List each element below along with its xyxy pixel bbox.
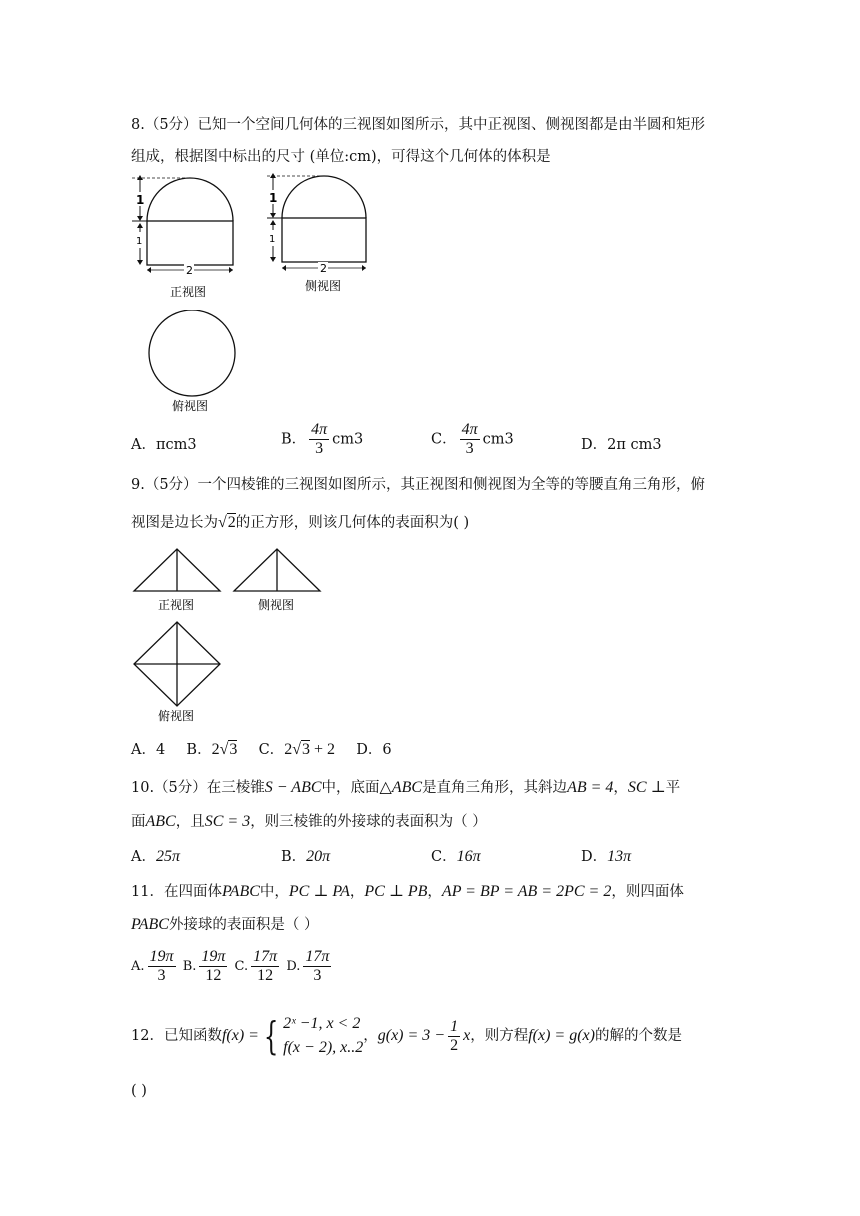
q8-front-dim-rect: 1: [136, 236, 143, 247]
q11-choice-c[interactable]: C. $\frac{17\pi}{12}$: [234, 948, 278, 984]
q8-choice-c[interactable]: [431, 421, 514, 458]
q11-line2: PABC外接球的表面积是（ ）: [131, 916, 319, 933]
q10-choice-d[interactable]: D．13π: [581, 848, 632, 865]
q9-choice-a[interactable]: A．4: [131, 742, 166, 758]
q9-choice-d[interactable]: D．6: [356, 742, 392, 758]
q10-choice-c[interactable]: C．16π: [431, 848, 481, 865]
q9-front-view-figure: [128, 545, 228, 615]
q8-line2: 组成，根据图中标出的尺寸 (单位:cm)，可得这个几何体的体积是: [131, 149, 551, 165]
q8-front-view-figure: [128, 172, 240, 300]
q8-side-view-figure: [263, 170, 375, 296]
q8-choice-d[interactable]: D．2π cm3: [581, 437, 662, 453]
q8-choice-a[interactable]: A．πcm3: [131, 437, 197, 453]
q10-line1: 10.（5分）在三棱锥S − ABC中，底面△ABC是直角三角形，其斜边AB = 4，SC ⊥平: [131, 779, 681, 796]
q11-choices: [131, 948, 334, 985]
q9-side-label: 侧视图: [258, 598, 295, 612]
q8-line1: 8.（5分）已知一个空间几何体的三视图如图所示，其中正视图、侧视图都是由半圆和矩形: [131, 117, 706, 133]
q8-choice-c-label: C．: [431, 431, 457, 448]
q8-side-label: 侧视图: [305, 279, 342, 293]
q9-top-label: 俯视图: [158, 709, 195, 723]
q8-side-dim-top: 1: [269, 191, 278, 205]
q8-side-dim-width: 2: [320, 262, 327, 275]
q11-choice-d[interactable]: D. $\frac{17\pi}{3}$: [286, 948, 330, 984]
q8-front-dim-width: 2: [186, 264, 193, 277]
q11-choice-a[interactable]: A. $\frac{19\pi}{3}$: [131, 948, 174, 984]
q12-line2: ( ): [131, 1083, 147, 1099]
q8-front-label: 正视图: [170, 285, 207, 299]
q9-choices: [131, 738, 392, 759]
q9-choice-b[interactable]: B．2√3: [186, 741, 238, 758]
q8-top-label: 俯视图: [172, 399, 209, 413]
q12-line1: 12．已知函数f(x) = { 2ˣ −1, x < 2 f(x − 2), x..2 ，g(x) = 3 − $\frac{1}{2}$ x，则方程f(x) = g(x)的解的个数是: [131, 1014, 682, 1058]
q9-front-label: 正视图: [158, 598, 195, 612]
q8-top-view-figure: [140, 310, 250, 414]
q10-choice-a[interactable]: A．25π: [131, 848, 180, 865]
q9-sqrt-value: 2: [227, 514, 236, 531]
q9-choice-c[interactable]: C．2√3 + 2: [258, 741, 335, 758]
q10-choice-b[interactable]: B．20π: [281, 848, 331, 865]
q12-brace: {: [263, 1014, 279, 1058]
q8-front-dim-top: 1: [136, 193, 145, 207]
q10-line2: 面ABC，且SC = 3，则三棱锥的外接球的表面积为（ ）: [131, 813, 487, 830]
q9-side-view-figure: [228, 545, 328, 615]
q12-piecewise: 2ˣ −1, x < 2 f(x − 2), x..2: [283, 1015, 364, 1056]
q8-choice-b[interactable]: [281, 421, 363, 458]
q11-line1: 11．在四面体PABC中，PC ⊥ PA，PC ⊥ PB，AP = BP = AB = 2PC = 2，则四面体: [131, 883, 684, 900]
q8-side-dim-rect: 1: [269, 234, 276, 245]
q9-line1: 9.（5分）一个四棱锥的三视图如图所示，其正视图和侧视图为全等的等腰直角三角形，俯: [131, 477, 706, 493]
q8-choice-b-fraction: $\frac{4\pi}{3}$: [311, 421, 328, 457]
q11-choice-b[interactable]: B. $\frac{19\pi}{12}$: [182, 948, 226, 984]
q8-choice-b-unit: cm3: [332, 431, 364, 448]
q8-choice-c-unit: cm3: [482, 431, 514, 448]
q9-top-view-figure: [128, 618, 228, 724]
q8-choice-b-label: B．: [281, 431, 307, 448]
q8-choice-c-fraction: $\frac{4\pi}{3}$: [461, 421, 478, 457]
q9-line2: 视图是边长为√2的正方形，则该几何体的表面积为( ): [131, 514, 470, 531]
